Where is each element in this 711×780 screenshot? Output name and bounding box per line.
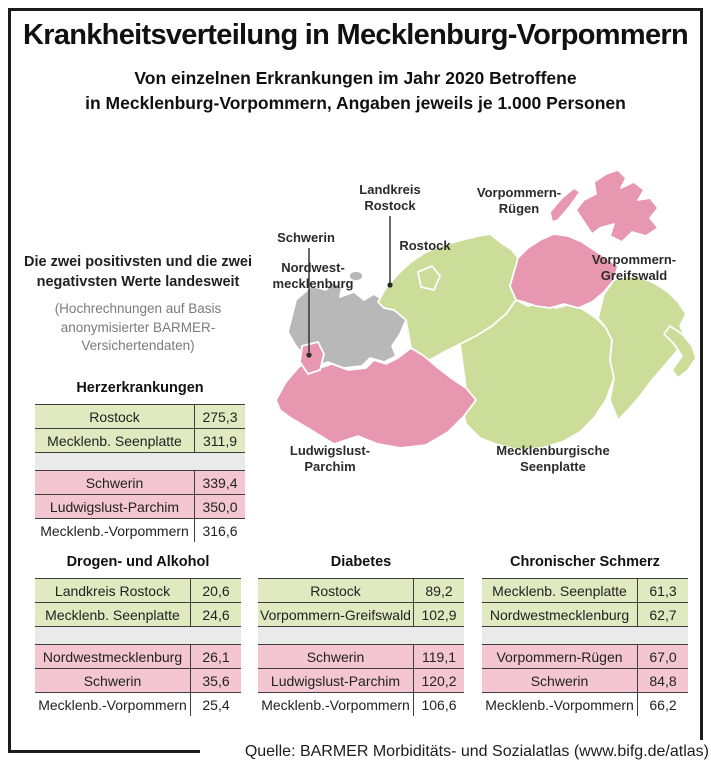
table-row: Ludwigslust-Parchim 350,0 — [35, 495, 245, 519]
table-spacer — [482, 627, 688, 644]
svg-text:Greifswald: Greifswald — [600, 268, 668, 283]
table-row: Mecklenb. Seenplatte 311,9 — [35, 429, 245, 453]
map-svg — [266, 160, 703, 500]
table-row: Nordwestmecklenburg 62,7 — [482, 603, 688, 627]
subtitle-line-2: in Mecklenburg-Vorpommern, Angaben jeweils je 1.000 Personen — [85, 93, 626, 113]
map-label-nordwestmecklenburg: Nordwest- — [281, 260, 345, 275]
leader-dot-landkreis-rostock — [387, 282, 392, 287]
table-title: Chronischer Schmerz — [510, 554, 660, 570]
table-row: Rostock 89,2 — [258, 578, 464, 603]
table-title: Diabetes — [330, 554, 392, 570]
map-label-ludwigslust-parchim: Ludwigslust- — [289, 443, 371, 458]
table-row: Schwerin 84,8 — [482, 669, 688, 693]
table-row: Schwerin 35,6 — [35, 669, 241, 693]
frame-bottom-line — [8, 750, 200, 753]
legend-note-bold: Die zwei positivsten und die zwei negativsten Werte landesweit — [23, 254, 252, 290]
table-row: Landkreis Rostock 20,6 — [35, 578, 241, 603]
svg-text:Rostock: Rostock — [364, 198, 416, 213]
legend-note-sub: (Hochrechnungen auf Basis anonymisierter BARMER- Versichertendaten) — [54, 301, 222, 353]
source-attribution: Quelle: BARMER Morbiditäts- und Sozialatlas (www.bifg.de/atlas) — [237, 740, 709, 764]
svg-text:Rügen: Rügen — [498, 201, 540, 216]
table-spacer — [35, 453, 245, 470]
table-herzerkrankungen — [35, 380, 245, 542]
table-drogen-alkohol — [35, 554, 241, 716]
table-row: Nordwestmecklenburg 26,1 — [35, 644, 241, 669]
table-diabetes — [258, 554, 464, 716]
map-label-vorpommern-ruegen: Vorpommern- — [476, 185, 562, 200]
state-map — [266, 160, 703, 500]
map-region-vorpommern-greifswald — [598, 276, 686, 420]
map-label-landkreis-rostock: Landkreis — [359, 182, 421, 197]
table-row: Schwerin 119,1 — [258, 644, 464, 669]
table-spacer — [258, 627, 464, 644]
table-row: Mecklenb. Seenplatte 24,6 — [35, 603, 241, 627]
subtitle-line-1: Von einzelnen Erkrankungen im Jahr 2020 Betroffene — [134, 68, 577, 88]
table-row-state-total: Mecklenb.-Vorpommern 66,2 — [482, 693, 688, 716]
table-row: Vorpommern-Greifswald 102,9 — [258, 603, 464, 627]
svg-text:Seenplatte: Seenplatte — [520, 459, 586, 474]
table-title: Herzerkrankungen — [76, 380, 204, 396]
map-label-vorpommern-greifswald: Vorpommern- — [591, 252, 677, 267]
page-subtitle — [0, 66, 711, 116]
leader-dot-schwerin — [306, 352, 311, 357]
svg-text:Parchim: Parchim — [304, 459, 356, 474]
map-label-mecklenburgische-seenplatte: Mecklenburgische — [496, 443, 610, 458]
map-label-schwerin: Schwerin — [277, 230, 335, 245]
table-chronischer-schmerz — [482, 554, 688, 716]
table-row: Rostock 275,3 — [35, 404, 245, 429]
table-row-state-total: Mecklenb.-Vorpommern 316,6 — [35, 519, 245, 542]
page-title: Krankheitsverteilung in Mecklenburg-Vorpommern — [22, 19, 688, 51]
table-row-state-total: Mecklenb.-Vorpommern 106,6 — [258, 693, 464, 716]
table-spacer — [35, 627, 241, 644]
table-row: Vorpommern-Rügen 67,0 — [482, 644, 688, 669]
table-row-state-total: Mecklenb.-Vorpommern 25,4 — [35, 693, 241, 716]
map-island-ruegen — [576, 170, 658, 242]
map-label-rostock-city: Rostock — [399, 238, 451, 253]
table-row: Schwerin 339,4 — [35, 470, 245, 495]
table-title: Drogen- und Alkohol — [66, 554, 210, 570]
table-row: Mecklenb. Seenplatte 61,3 — [482, 578, 688, 603]
legend-note — [22, 252, 254, 356]
table-row: Ludwigslust-Parchim 120,2 — [258, 669, 464, 693]
svg-text:mecklenburg: mecklenburg — [272, 276, 354, 291]
